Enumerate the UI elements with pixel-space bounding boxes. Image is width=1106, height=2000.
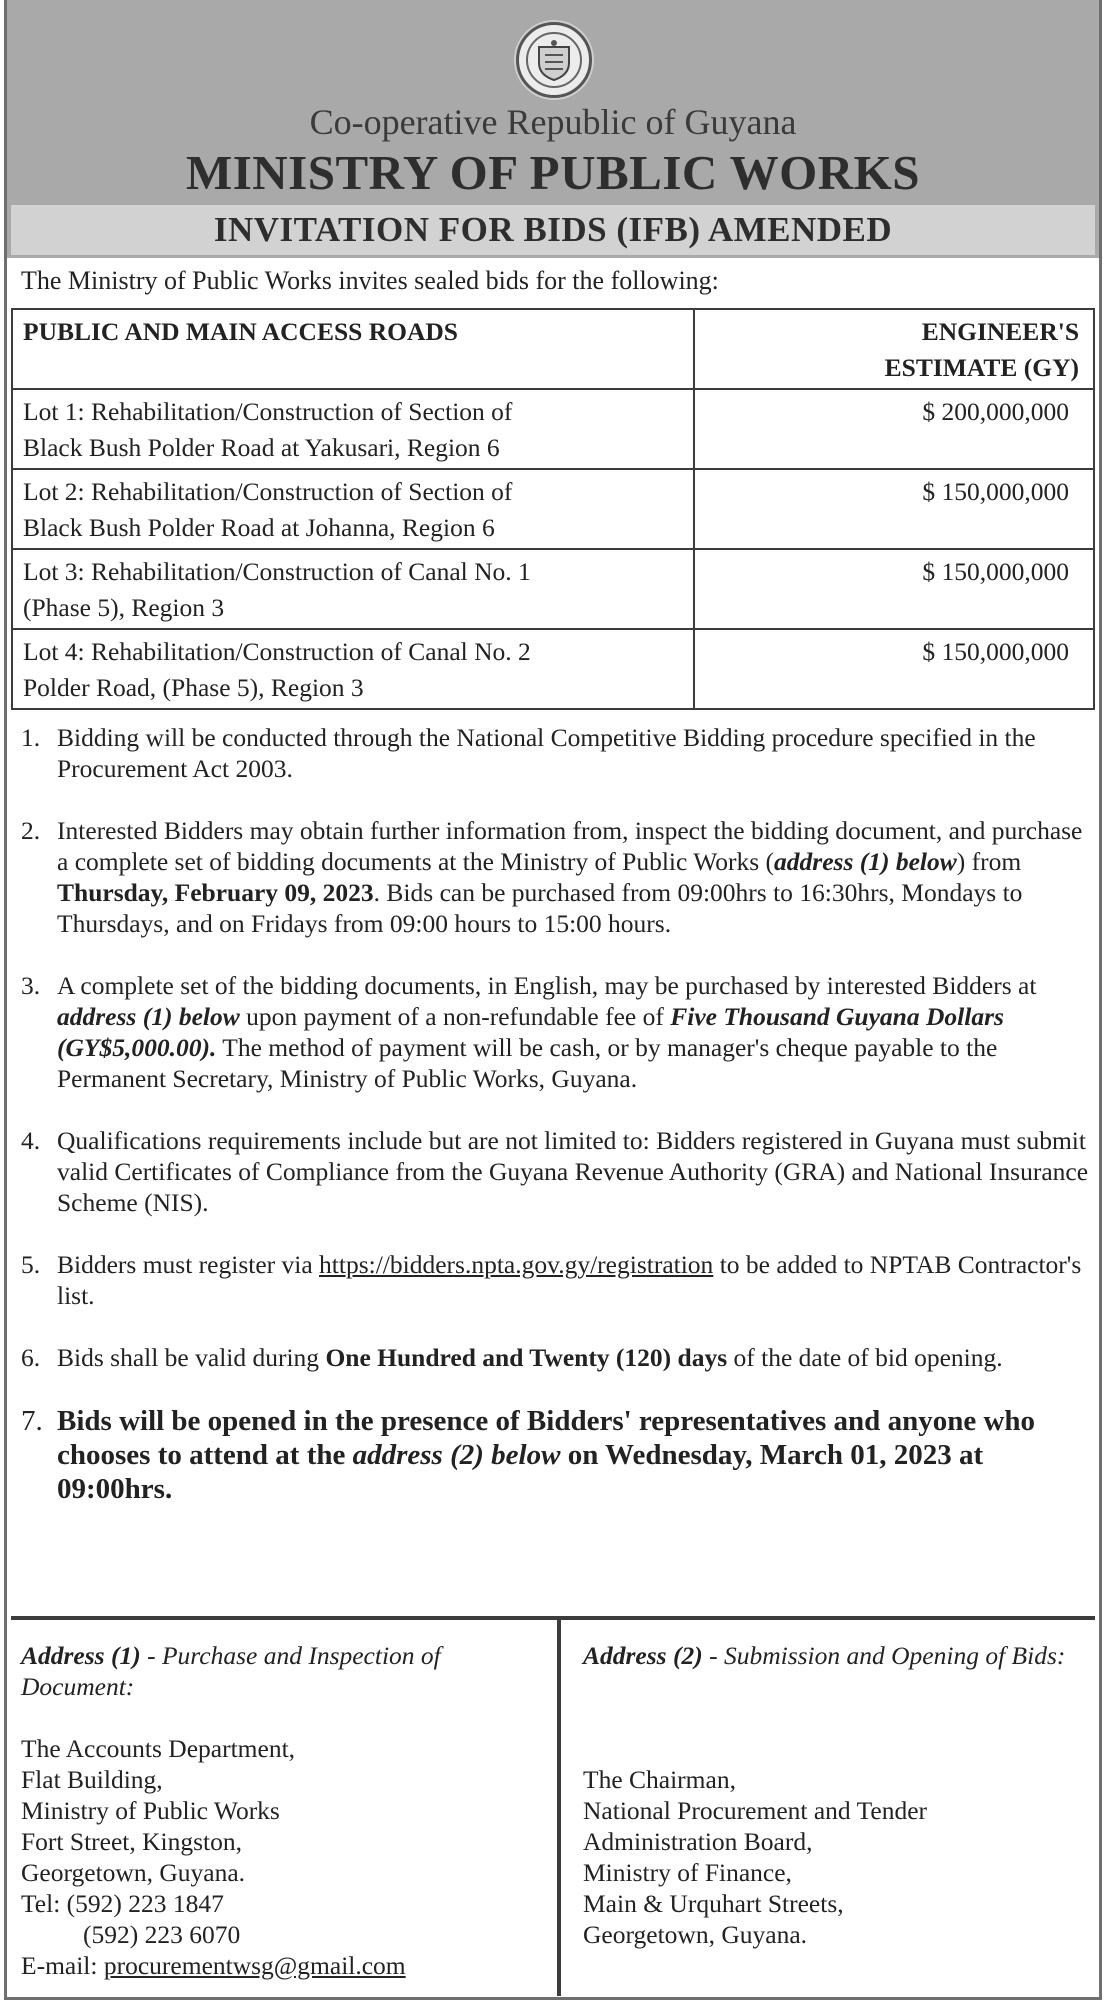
address-line: Ministry of Public Works — [21, 1796, 280, 1825]
lot-estimate: $ 150,000,000 — [694, 549, 1094, 629]
address-line: Flat Building, — [21, 1765, 163, 1794]
lot-description: Lot 1: Rehabilitation/Construction of Section of Black Bush Polder Road at Yakusari, Region 6 — [12, 389, 694, 469]
address-line: The Accounts Department, — [21, 1734, 296, 1763]
address-line: Administration Board, — [583, 1827, 813, 1856]
address-2-title: Address (2) - Submission and Opening of Bids: — [583, 1641, 1066, 1670]
lot-estimate: $ 150,000,000 — [694, 629, 1094, 709]
column-divider — [557, 1620, 561, 1996]
address-2-block — [583, 1640, 1083, 1950]
lot-description: Lot 4: Rehabilitation/Construction of Canal No. 2 Polder Road, (Phase 5), Region 3 — [12, 629, 694, 709]
table-header-row — [12, 309, 1094, 389]
condition-item: 7. Bids will be opened in the presence of Bidders' representatives and anyone who chooses to attend at the address (2) below on Wednesday, March 01, 2023 at 09:00hrs. — [21, 1405, 1036, 1505]
condition-item: 6. Bids shall be valid during One Hundred and Twenty (120) days of the date of bid opening. — [21, 1343, 1003, 1372]
lot-estimate: $ 150,000,000 — [694, 469, 1094, 549]
table-row — [12, 549, 1094, 629]
address-line: Fort Street, Kingston, — [21, 1827, 242, 1856]
condition-item: 5. Bidders must register via https://bidders.npta.gov.gy/registration to be added to NPTAB Contractor's list. — [21, 1250, 1082, 1310]
condition-item: 1. Bidding will be conducted through the National Competitive Bidding procedure specified in the Procurement Act 2003. — [21, 723, 1036, 783]
address-line: The Chairman, — [583, 1765, 736, 1794]
condition-item: 3. A complete set of the bidding documents, in English, may be purchased by interested Bidders at address (1) below upon payment of a non-refundable fee of Five Thousand Guyana Dollars (GY$5,000.00). The method of payment will be cash, or by manager's cheque payable to the Permanent Secretary, Ministry of Public Works, Guyana. — [21, 971, 1037, 1093]
lots-table — [11, 308, 1095, 710]
address-line: Ministry of Finance, — [583, 1858, 792, 1887]
ifb-title: INVITATION FOR BIDS (IFB) AMENDED — [11, 205, 1095, 255]
email-link[interactable]: procurementwsg@gmail.com — [103, 1951, 406, 1980]
address-line: Main & Urquhart Streets, — [583, 1889, 844, 1918]
telephone-2: (592) 223 6070 — [83, 1920, 241, 1949]
table-row — [12, 629, 1094, 709]
conditions-list — [21, 722, 1093, 1537]
advertisement-page — [4, 0, 1102, 2000]
address-line: National Procurement and Tender — [583, 1796, 928, 1825]
condition-item: 4. Qualifications requirements include but are not limited to: Bidders registered in Guyana must submit valid Certificates of Compliance from the Guyana Revenue Authority (GRA) and National Insurance Scheme (NIS). — [21, 1126, 1089, 1217]
lot-description: Lot 2: Rehabilitation/Construction of Section of Black Bush Polder Road at Johanna, Region 6 — [12, 469, 694, 549]
table-row — [12, 389, 1094, 469]
ministry-title: MINISTRY OF PUBLIC WORKS — [185, 145, 921, 200]
address-1-block — [21, 1640, 541, 1981]
email-line: E-mail: procurementwsg@gmail.com — [21, 1951, 406, 1980]
header-band — [7, 0, 1099, 258]
address-line: Georgetown, Guyana. — [21, 1858, 246, 1887]
col-roads-header: PUBLIC AND MAIN ACCESS ROADS — [12, 309, 694, 389]
lot-estimate: $ 200,000,000 — [694, 389, 1094, 469]
intro-text: The Ministry of Public Works invites sealed bids for the following: — [21, 266, 719, 295]
address-1-title: Address (1) - Purchase and Inspection of Document: — [21, 1641, 441, 1701]
condition-item: 2. Interested Bidders may obtain further information from, inspect the bidding document, and purchase a complete set of bidding documents at the Ministry of Public Works (address (1) below) from Thursday, February 09, 2023. Bids can be purchased from 09:00hrs to 16:30hrs, Mondays to Thursdays, and on Fridays from 09:00 hours to 15:00 hours. — [21, 816, 1083, 938]
col-estimate-header: ENGINEER'S ESTIMATE (GY) — [694, 309, 1094, 389]
lot-description: Lot 3: Rehabilitation/Construction of Canal No. 1 (Phase 5), Region 3 — [12, 549, 694, 629]
telephone-1: Tel: (592) 223 1847 — [21, 1889, 224, 1918]
ministry-seal-icon — [516, 22, 592, 98]
republic-title: Co-operative Republic of Guyana — [309, 102, 797, 142]
footer-divider — [11, 1616, 1095, 1620]
address-line: Georgetown, Guyana. — [583, 1920, 808, 1949]
registration-link[interactable]: https://bidders.npta.gov.gy/registration — [319, 1250, 714, 1279]
table-row — [12, 469, 1094, 549]
